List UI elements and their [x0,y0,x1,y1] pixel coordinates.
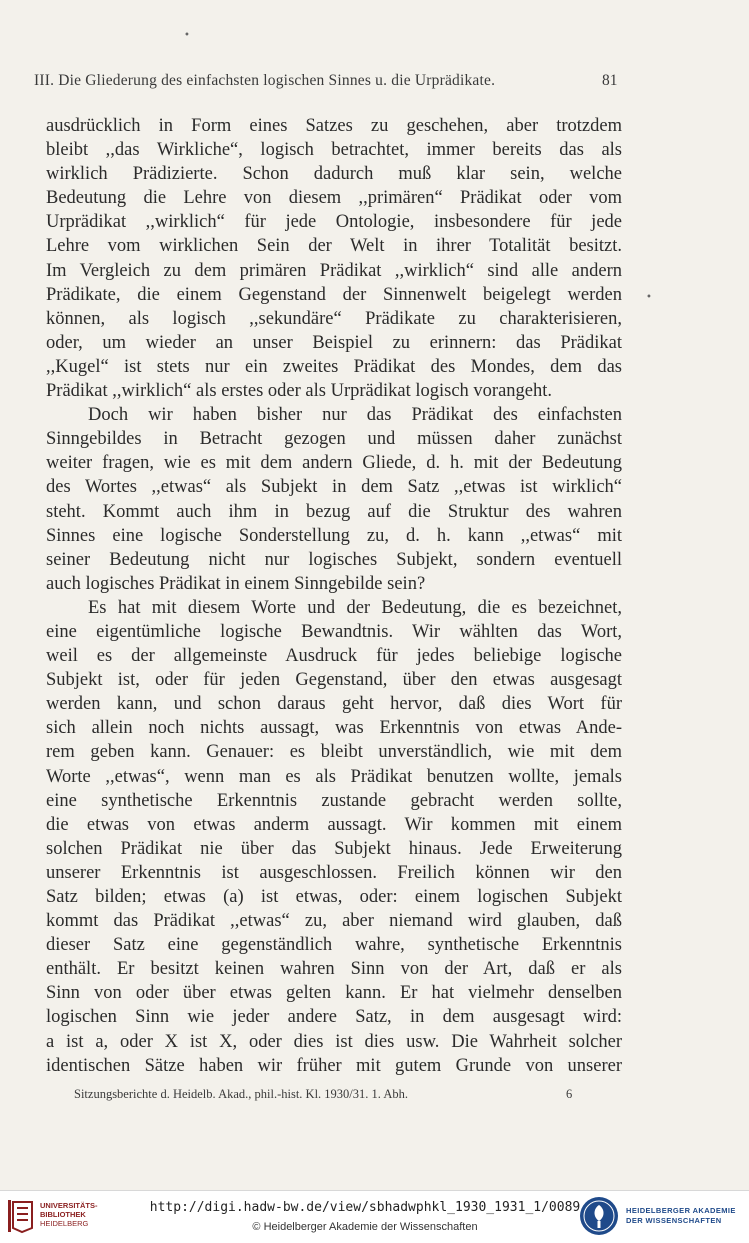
text-line: des Wortes ,,etwas“ als Subjekt in dem Satz ,,etwas ist wirklich“ [46,477,622,498]
academy-name [626,1206,736,1226]
text-line: unserer Erkenntnis ist ausgeschlossen. Freilich können wir den [46,862,622,883]
university-library-name [40,1201,98,1228]
text-line: Worte ,,etwas“, wenn man es als Prädikat benutzen wollte, jemals [46,766,622,787]
text-line: eine synthetische Erkenntnis zustande gebracht werden sollte, [46,790,622,811]
running-head: III. Die Gliederung des einfachsten logischen Sinnes u. die Urprädikate. [34,72,496,89]
text-line: Urprädikat ,,wirklich“ für jede Ontologie, insbesondere für jede [46,212,622,233]
text-line: seiner Bedeutung nicht nur logisches Subjekt, sondern eventuell [46,549,622,570]
text-line: oder, um wieder an unser Beispiel zu erinnern: das Prädikat [46,332,622,353]
text-line: Subjekt ist, oder für jeden Gegenstand, über den etwas ausgesagt [46,670,622,691]
text-line: identischen Sätze haben wir früher mit gutem Grunde von unserer [46,1055,622,1076]
academy-seal-icon[interactable] [578,1195,620,1237]
text-line: Bedeutung die Lehre von diesem ,,primären“ Prädikat oder vom [46,188,622,209]
text-line: ausdrücklich in Form eines Satzes zu geschehen, aber trotzdem [46,116,622,136]
text-line: Sinn von oder über etwas gelten kann. Er hat vielmehr denselben [46,983,622,1004]
academy-name-line: DER WISSENSCHAFTEN [626,1216,722,1225]
text-line: dieser Satz eine gegenständlich wahre, synthetische Erkenntnis [46,935,622,956]
university-library-logo-icon[interactable] [8,1198,36,1234]
print-fleck: • [646,292,652,303]
digitization-banner [0,1190,749,1243]
text-line: enthält. Er besitzt keinen wahren Sinn von der Art, daß er als [46,959,622,980]
text-line: solchen Prädikat nie über das Subjekt hinaus. Jede Erweiterung [46,838,622,859]
text-line: a ist a, oder X ist X, oder dies ist dies usw. Die Wahrheit solcher [46,1031,622,1052]
print-fleck: • [184,30,190,41]
library-name-line: UNIVERSITÄTS- [40,1201,98,1210]
signature-mark: 6 [566,1087,573,1101]
text-line: kommt das Prädikat ,,etwas“ zu, aber niemand wird glauben, daß [46,911,622,932]
text-line: weil es der allgemeinste Ausdruck für jedes beliebige logische [46,646,622,667]
academy-name-line: HEIDELBERGER AKADEMIE [626,1206,736,1215]
text-line: Lehre vom wirklichen Sein der Welt in ihrer Totalität besitzt. [46,236,622,257]
text-line: steht. Kommt auch ihm in bezug auf die Struktur des wahren [46,501,622,522]
library-city: HEIDELBERG [40,1219,89,1228]
text-line: auch logisches Prädikat in einem Sinngebilde sein? [46,573,426,594]
text-line: Prädikate, die einem Gegenstand der Sinnenwelt beigelegt werden [46,284,622,305]
text-line: ,,Kugel“ ist stets nur ein zweites Prädikat des Mondes, dem das [46,356,622,377]
permalink-url[interactable]: http://digi.hadw-bw.de/view/sbhadwphkl_1930_1931_1/0089 [149,1200,581,1215]
text-line: Sinnes eine logische Sonderstellung zu, d. h. kann ,,etwas“ mit [46,525,622,546]
text-line: Im Vergleich zu dem primären Prädikat ,,wirklich“ sind alle andern [46,260,622,281]
text-line: rem geben kann. Genauer: es bleibt unverständlich, wie mit dem [46,742,622,763]
text-line: Prädikat ,,wirklich“ als erstes oder als Urprädikat logisch vorangeht. [46,381,553,402]
copyright-notice: © Heidelberger Akademie der Wissenschaften [252,1221,478,1233]
text-line: die etwas von etwas anderm aussagt. Wir kommen mit einem [46,814,622,835]
text-line: Sinngebildes in Betracht gezogen und müssen daher zunächst [46,429,622,450]
page-number: 81 [602,72,618,89]
text-line: bleibt ,,das Wirkliche“, logisch betrachtet, immer bereits das als [46,140,622,161]
text-line: können, als logisch ,,sekundäre“ Prädikate zu charakterisieren, [46,308,622,329]
library-name-line: BIBLIOTHEK [40,1210,86,1219]
footer-citation: Sitzungsberichte d. Heidelb. Akad., phil.-hist. Kl. 1930/31. 1. Abh. [74,1087,408,1101]
text-line: wirklich Prädizierte. Schon dadurch muß klar sein, welche [46,164,622,185]
text-line: eine eigentümliche logische Bewandtnis. Wir wählten das Wort, [46,621,622,642]
body-text [46,114,622,1078]
text-line: sich allein noch nichts aussagt, was Erkenntnis von etwas Ande- [46,718,622,739]
text-line: werden kann, und schon daraus geht hervor, daß dies Wort für [46,694,622,715]
text-line: logischen Sinn wie jeder andere Satz, in dem ausgesagt wird: [46,1007,622,1028]
text-line: Es hat mit diesem Worte und der Bedeutung, die es bezeichnet, [88,597,622,618]
text-line: Satz bilden; etwas (a) ist etwas, oder: einem logischen Subjekt [46,887,622,907]
text-line: Doch wir haben bisher nur das Prädikat des einfachsten [88,405,622,426]
text-line: weiter fragen, wie es mit dem andern Gliede, d. h. mit der Bedeutung [46,453,622,474]
